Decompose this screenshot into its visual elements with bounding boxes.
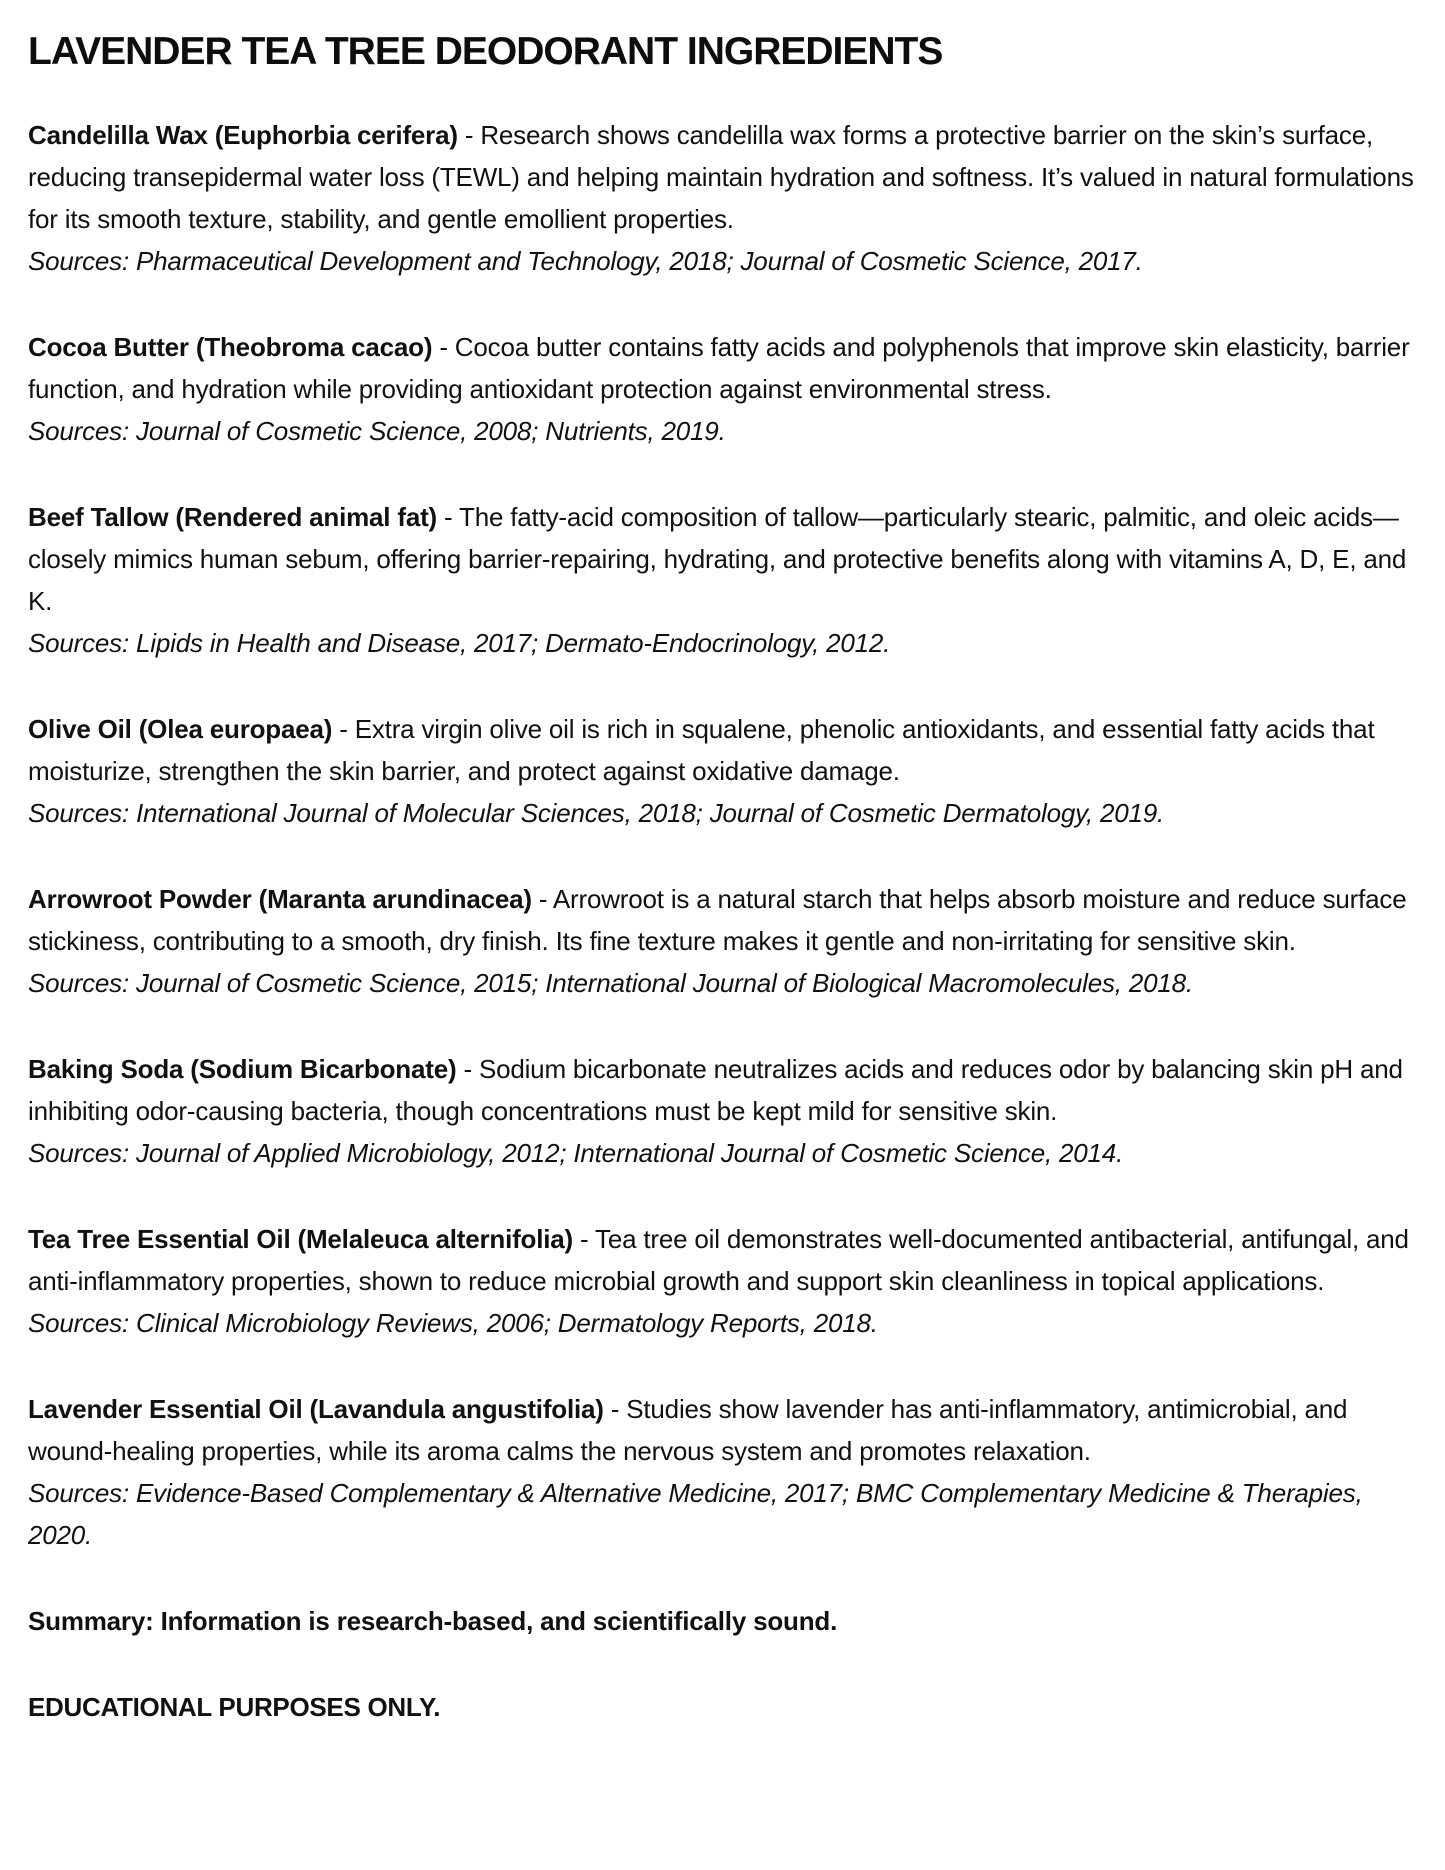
- ingredient-description: - Research shows candelilla wax forms a protective barrier on the skin’s surface, reducing transepidermal water loss (TEWL) and helping maintain hydration and softness. It’s valued in natural formulations for its smooth texture, stability, and gentle emollient properties.: [28, 120, 1414, 234]
- ingredient-sources: Sources: Lipids in Health and Disease, 2017; Dermato-Endocrinology, 2012.: [28, 628, 891, 658]
- ingredient-description: - The fatty-acid composition of tallow—particularly stearic, palmitic, and oleic acids—closely mimics human sebum, offering barrier-repairing, hydrating, and protective benefits along with vitamins A, D, E, and K.: [28, 502, 1407, 616]
- summary-text: Summary: Information is research-based, and scientifically sound.: [28, 1606, 838, 1636]
- ingredient-paragraph: [28, 1388, 1417, 1472]
- page-title: LAVENDER TEA TREE DEODORANT INGREDIENTS: [28, 30, 943, 73]
- ingredient-paragraph: [28, 878, 1417, 962]
- ingredient-name: Beef Tallow (Rendered animal fat): [28, 502, 437, 532]
- ingredient-description: - Studies show lavender has anti-inflammatory, antimicrobial, and wound-healing properties, while its aroma calms the nervous system and promotes relaxation.: [28, 1394, 1348, 1466]
- ingredient-paragraph: [28, 326, 1417, 410]
- ingredient-name: Cocoa Butter (Theobroma cacao): [28, 332, 433, 362]
- ingredient-section-lavender-oil: [28, 1388, 1417, 1556]
- ingredient-sources: Sources: Pharmaceutical Development and Technology, 2018; Journal of Cosmetic Science, 2017.: [28, 246, 1143, 276]
- ingredient-sources: Sources: International Journal of Molecular Sciences, 2018; Journal of Cosmetic Dermatology, 2019.: [28, 798, 1165, 828]
- ingredient-description: - Sodium bicarbonate neutralizes acids and reduces odor by balancing skin pH and inhibiting odor-causing bacteria, though concentrations must be kept mild for sensitive skin.: [28, 1054, 1403, 1126]
- ingredient-sources: Sources: Clinical Microbiology Reviews, 2006; Dermatology Reports, 2018.: [28, 1308, 878, 1338]
- ingredient-section-tea-tree-oil: [28, 1218, 1417, 1344]
- ingredient-sources: Sources: Journal of Cosmetic Science, 2015; International Journal of Biological Macromolecules, 2018.: [28, 968, 1193, 998]
- ingredient-description: - Extra virgin olive oil is rich in squalene, phenolic antioxidants, and essential fatty acids that moisturize, strengthen the skin barrier, and protect against oxidative damage.: [28, 714, 1375, 786]
- ingredient-name: Candelilla Wax (Euphorbia cerifera): [28, 120, 458, 150]
- ingredient-section-candelilla-wax: [28, 114, 1417, 282]
- ingredient-section-baking-soda: [28, 1048, 1417, 1174]
- disclaimer-text: EDUCATIONAL PURPOSES ONLY.: [28, 1692, 441, 1722]
- ingredient-description: - Arrowroot is a natural starch that helps absorb moisture and reduce surface stickiness, contributing to a smooth, dry finish. Its fine texture makes it gentle and non-irritating for sensitive skin.: [28, 884, 1407, 956]
- ingredient-paragraph: [28, 1218, 1417, 1302]
- ingredient-paragraph: [28, 708, 1417, 792]
- ingredient-name: Arrowroot Powder (Maranta arundinacea): [28, 884, 532, 914]
- ingredient-sources: Sources: Journal of Applied Microbiology, 2012; International Journal of Cosmetic Science, 2014.: [28, 1138, 1124, 1168]
- ingredient-sources: Sources: Journal of Cosmetic Science, 2008; Nutrients, 2019.: [28, 416, 726, 446]
- ingredient-description: - Tea tree oil demonstrates well-documented antibacterial, antifungal, and anti-inflammatory properties, shown to reduce microbial growth and support skin cleanliness in topical applications.: [28, 1224, 1409, 1296]
- ingredient-description: - Cocoa butter contains fatty acids and polyphenols that improve skin elasticity, barrier function, and hydration while providing antioxidant protection against environmental stress.: [28, 332, 1410, 404]
- ingredient-name: Lavender Essential Oil (Lavandula angustifolia): [28, 1394, 604, 1424]
- ingredient-sources: Sources: Evidence-Based Complementary & Alternative Medicine, 2017; BMC Complementary Medicine & Therapies, 2020.: [28, 1478, 1363, 1550]
- ingredient-section-arrowroot-powder: [28, 878, 1417, 1004]
- ingredient-name: Tea Tree Essential Oil (Melaleuca alternifolia): [28, 1224, 573, 1254]
- ingredient-name: Baking Soda (Sodium Bicarbonate): [28, 1054, 457, 1084]
- ingredient-section-beef-tallow: [28, 496, 1417, 664]
- ingredient-section-cocoa-butter: [28, 326, 1417, 452]
- ingredient-paragraph: [28, 114, 1417, 240]
- ingredient-paragraph: [28, 1048, 1417, 1132]
- ingredient-paragraph: [28, 496, 1417, 622]
- ingredient-section-olive-oil: [28, 708, 1417, 834]
- ingredient-name: Olive Oil (Olea europaea): [28, 714, 333, 744]
